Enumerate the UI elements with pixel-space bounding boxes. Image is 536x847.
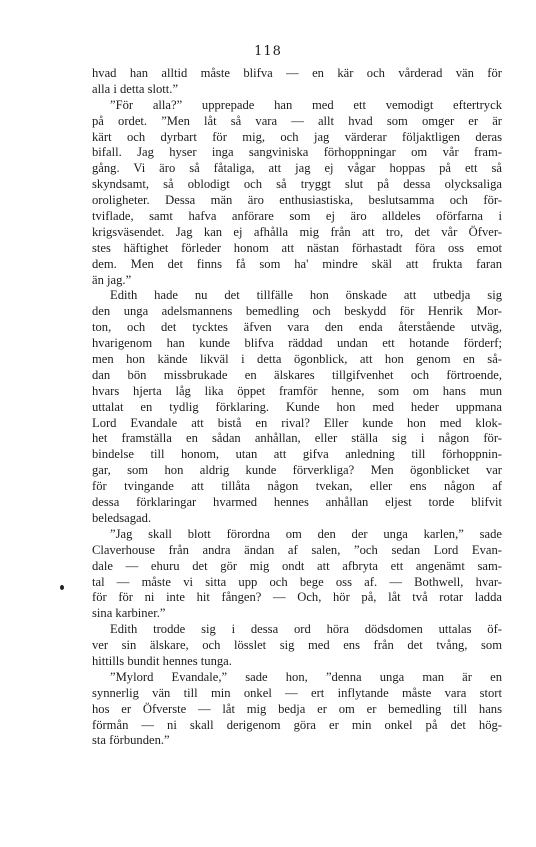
text-line: förmån — ni skall derigenom göra er min onkel på det hög-	[92, 717, 502, 732]
text-line: ”Mylord Evandale,” sade hon, ”denna unga man är en	[110, 669, 502, 684]
text-line: dan bön missbrukade en älskares tillgifvenhet och förtroende,	[92, 367, 502, 382]
text-line: den unga adelsmannens bemedling och beskydd för Henrik Mor-	[92, 304, 502, 319]
text-line: Lord Evandale att bistå en rival? Eller kunde hon med klok-	[92, 415, 502, 430]
text-line: synnerlig vän till min onkel — ert inflytande måste vara stort	[92, 685, 502, 700]
text-line: bindelse till honom, utan att gifva anledning till förhoppnin-	[92, 447, 502, 462]
text-line: gar, som hon aldrig kunde förverkliga? Men ögonblicket var	[92, 463, 502, 478]
text-line: tal — måste vi sitta upp och bege oss af. — Bothwell, hvar-	[92, 574, 502, 589]
text-line: hvars hjerta låg lika öppet framför henne, som om hans mun	[92, 383, 502, 398]
text-line: för tvingande att tillåta någon tvekan, eller ens någon af	[92, 479, 502, 494]
text-line: uttalat en tydlig förklaring. Kunde hon med heder uppmana	[92, 399, 502, 414]
text-line: alla i detta slott.”	[92, 81, 179, 96]
margin-ink-mark	[60, 585, 64, 590]
text-line: ”För alla?” upprepade han med ett vemodigt eftertryck	[110, 97, 502, 112]
text-line: ver sin älskare, och lösslet sig med ens från det tvång, som	[92, 638, 502, 653]
body-text	[92, 66, 502, 749]
page-number: 118	[254, 44, 282, 59]
text-line: oroligheter. Dessa män äro enthusiastiska, beslutsamma och för-	[92, 193, 502, 208]
text-line: hvad han alltid måste blifva — en kär och vårderad vän för	[92, 66, 502, 80]
text-line: hvarigenom han kunde blifva räddad undan ett hotande förderf;	[92, 336, 502, 351]
text-line: Edith hade nu det tillfälle hon önskade att utbedja sig	[110, 288, 502, 303]
text-line: skyndsamt, så oblodigt och så tryggt slut på dessa olycksaliga	[92, 177, 502, 192]
text-line: bifall. Jag hyser inga sangviniska förhoppningar om vår fram-	[92, 145, 502, 160]
text-line: hittills bundit hennes tunga.	[92, 653, 232, 668]
text-line: på ordet. ”Men låt så vara — allt hvad som omger er är	[92, 113, 502, 128]
text-line: beledsagad.	[92, 510, 152, 525]
text-line: än jag.”	[92, 272, 132, 287]
text-line: ”Jag skall blott förordna om den der unga karlen,” sade	[110, 526, 502, 541]
text-line: dem. Men det finns få som ha' mindre skäl att frukta faran	[92, 256, 502, 271]
text-line: gång. Vi äro så fåtaliga, att jag ej vågar hoppas på ett så	[92, 161, 502, 176]
text-line: het framställa en sådan anhållan, eller ställa sig i någon för-	[92, 431, 502, 446]
text-line: tviflade, samt hafva anförare som ej äro alldeles oförfarna i	[92, 209, 502, 224]
text-line: dale — ehuru det gör mig ondt att afbryta ett angenämt sam-	[92, 558, 502, 573]
text-line: Edith trodde sig i dessa ord höra dödsdomen uttalas öf-	[110, 622, 502, 637]
text-line: sta förbunden.”	[92, 733, 170, 748]
text-line: Claverhouse från andra ändan af salen, ”och sedan Lord Evan-	[92, 542, 502, 557]
text-line: krigsväsendet. Jag kan ej afhålla mig från att tro, det vår Öfver-	[92, 224, 502, 239]
text-line: för för ni inte hit fången? — Och, hör på, låt två rotar ladda	[92, 590, 502, 605]
text-line: hos er Öfverste — låt mig bedja er om er bemedling till hans	[92, 701, 502, 716]
text-line: men hon kände likväl i detta ögonblick, att hon genom en så-	[92, 352, 502, 367]
text-line: ton, och det tycktes äfven vara den enda återstående utväg,	[92, 320, 502, 335]
text-line: sina karbiner.”	[92, 606, 166, 621]
text-line: stes häftighet förleder honom att nästan förhastadt föra oss emot	[92, 240, 502, 255]
text-line: dessa förklaringar hvarmed hennes anhållan eljest torde blifvit	[92, 495, 502, 510]
text-line: kärt och dyrbart för mig, och jag värderar följaktligen deras	[92, 129, 502, 144]
